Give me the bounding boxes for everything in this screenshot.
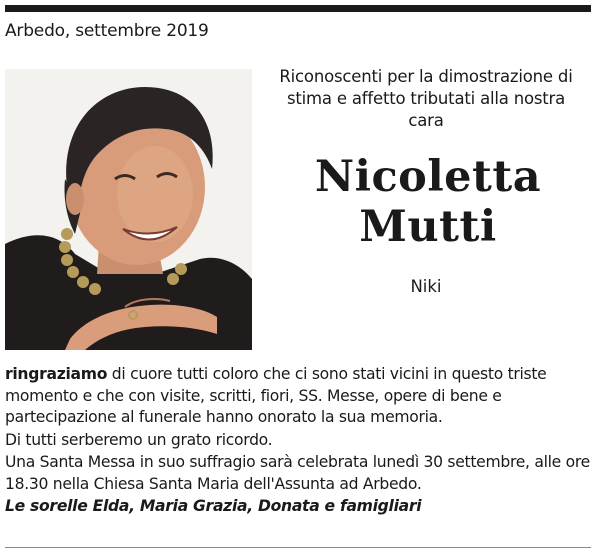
top-rule — [5, 5, 591, 12]
nickname: Niki — [410, 277, 442, 296]
deceased-name — [268, 152, 588, 252]
last-name: Mutti — [359, 202, 497, 252]
thanks-rest: di cuore tutti coloro che ci sono stati vicini in questo triste momento e che con visite, scritti, fiori, SS. Messe, opere di bene e partecipazione al funerale hanno onorato la sua memoria. — [5, 365, 547, 426]
body-text — [5, 364, 595, 519]
intro-text: Riconoscenti per la dimostrazione di stima e affetto tributati alla nostra cara — [279, 67, 573, 130]
portrait-photo — [5, 69, 252, 350]
mass-paragraph: Una Santa Messa in suo suffragio sarà celebrata lunedì 30 settembre, alle ore 18.30 nella Chiesa Santa Maria dell'Assunta ad Arbedo. — [5, 453, 590, 493]
bottom-rule — [5, 547, 591, 548]
memory-paragraph: Di tutti serberemo un grato ricordo. — [5, 430, 273, 449]
first-name: Nicoletta — [314, 152, 542, 202]
place-date: Arbedo, settembre 2019 — [5, 21, 209, 41]
thanks-lead: ringraziamo — [5, 365, 108, 383]
thanks-paragraph — [5, 364, 595, 429]
signature: Le sorelle Elda, Maria Grazia, Donata e famigliari — [5, 497, 422, 515]
